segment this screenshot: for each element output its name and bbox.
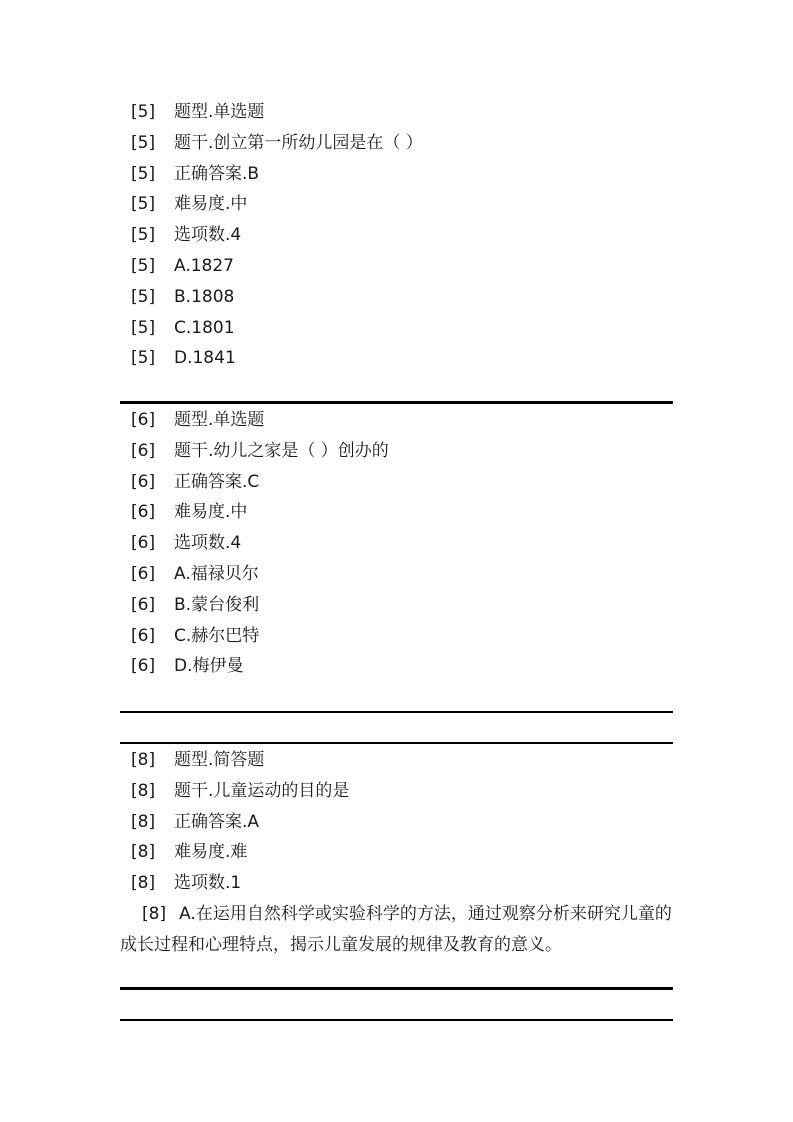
option-c: C.1801	[174, 317, 235, 338]
option-d-line	[120, 343, 673, 374]
correct-answer-line	[120, 807, 673, 838]
section-divider	[120, 742, 673, 744]
difficulty: 难易度.中	[174, 194, 248, 215]
question-number: [5]	[131, 102, 156, 122]
option-count: 选项数.1	[174, 873, 242, 894]
question-number: [8]	[131, 780, 156, 801]
question-number: [5]	[131, 255, 156, 276]
difficulty-line	[120, 497, 673, 528]
question-number: [5]	[131, 194, 156, 215]
section-divider	[120, 1019, 673, 1021]
answer-text: A.在运用自然科学或实验科学的方法，通过观察分析来研究儿童的成长过程和心理特点，揭示儿童发展的规律及教育的意义。	[120, 903, 672, 955]
option-d: D.梅伊曼	[174, 656, 244, 677]
option-b-line	[120, 590, 673, 621]
option-a-line	[120, 251, 673, 282]
option-count: 选项数.4	[174, 533, 242, 554]
question-number: [5]	[131, 163, 156, 184]
question-stem: 题干.儿童运动的目的是	[174, 780, 350, 801]
correct-answer-line	[120, 159, 673, 190]
option-d-line	[120, 651, 673, 682]
question-type-line	[120, 97, 673, 128]
option-a: A.1827	[174, 255, 234, 276]
question-block-5	[120, 97, 673, 374]
option-a: A.福禄贝尔	[174, 563, 259, 584]
option-d: D.1841	[174, 348, 236, 369]
question-number: [6]	[131, 502, 156, 523]
question-number: [8]	[131, 750, 156, 770]
question-type: 题型.单选题	[174, 102, 265, 122]
question-type: 题型.简答题	[174, 750, 265, 770]
option-c-line	[120, 621, 673, 652]
section-divider	[120, 711, 673, 713]
question-number: [5]	[131, 225, 156, 246]
section-divider	[120, 987, 673, 990]
option-count-line	[120, 868, 673, 899]
option-count: 选项数.4	[174, 225, 242, 246]
question-number: [5]	[131, 286, 156, 307]
option-a-line	[120, 559, 673, 590]
question-number: [6]	[131, 440, 156, 461]
option-c-line	[120, 313, 673, 344]
question-number: [6]	[131, 625, 156, 646]
question-number: [6]	[131, 533, 156, 554]
question-type: 题型.单选题	[174, 410, 265, 430]
section-divider	[120, 401, 673, 404]
question-stem: 题干.幼儿之家是（ ）创办的	[174, 440, 389, 461]
difficulty: 难易度.难	[174, 842, 248, 863]
question-stem-line	[120, 128, 673, 159]
question-number: [5]	[131, 132, 156, 153]
question-stem-line	[120, 436, 673, 467]
correct-answer: 正确答案.B	[174, 163, 260, 184]
question-number: [8]	[131, 873, 156, 894]
question-number: [6]	[131, 594, 156, 615]
difficulty-line	[120, 837, 673, 868]
question-number: [5]	[131, 348, 156, 369]
question-number: [8]	[131, 811, 156, 832]
correct-answer: 正确答案.A	[174, 811, 260, 832]
option-c: C.赫尔巴特	[174, 625, 260, 646]
question-number: [8]	[142, 903, 167, 924]
option-count-line	[120, 528, 673, 559]
question-block-6	[120, 405, 673, 682]
correct-answer-line	[120, 467, 673, 498]
option-b-line	[120, 282, 673, 313]
question-type-line	[120, 745, 673, 776]
option-b: B.1808	[174, 286, 235, 307]
question-number: [6]	[131, 563, 156, 584]
question-number: [6]	[131, 656, 156, 677]
correct-answer: 正确答案.C	[174, 471, 260, 492]
answer-paragraph	[120, 899, 673, 961]
option-b: B.蒙台俊利	[174, 594, 260, 615]
option-count-line	[120, 220, 673, 251]
question-number: [6]	[131, 471, 156, 492]
question-number: [8]	[131, 842, 156, 863]
question-block-8	[120, 745, 673, 961]
question-number: [6]	[131, 410, 156, 430]
difficulty-line	[120, 189, 673, 220]
question-number: [5]	[131, 317, 156, 338]
question-stem: 题干.创立第一所幼儿园是在（ ）	[174, 132, 423, 153]
difficulty: 难易度.中	[174, 502, 248, 523]
question-type-line	[120, 405, 673, 436]
question-stem-line	[120, 776, 673, 807]
